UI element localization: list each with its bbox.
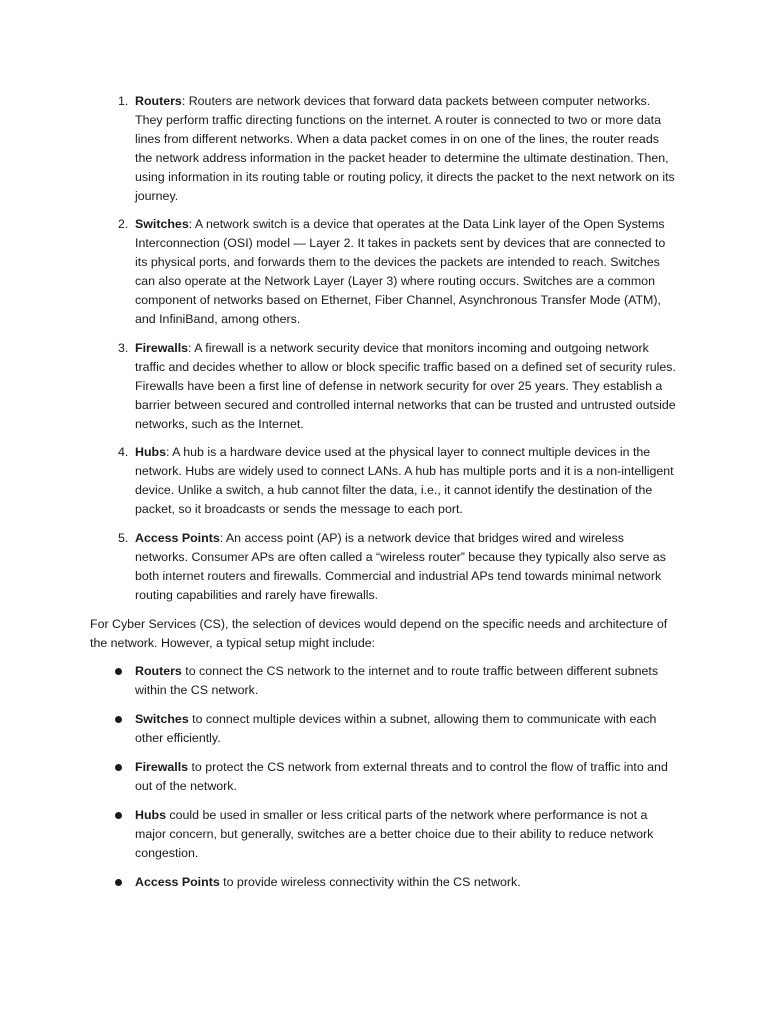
- bullet-icon: [115, 764, 122, 771]
- list-text: : A hub is a hardware device used at the physical layer to connect multiple devices in the network. Hubs are widely used to connect LANs. A hub has multiple ports and it is a non-intelligent device. Unlike a switch, a hub cannot filter the data, i.e., it cannot identify the destination of the packet, so it broadcasts or sends the message to each port.: [135, 445, 674, 517]
- bullet-item-firewalls: [90, 758, 678, 796]
- list-text: : A firewall is a network security device that monitors incoming and outgoing network traffic and decides whether to allow or block specific traffic based on a defined set of security rules. Firewalls have been a first line of defense in network security for over 25 years. They establish a barrier between secured and controlled internal networks that can be trusted and untrusted outside networks, such as the Internet.: [135, 340, 676, 431]
- bullet-term: Routers: [135, 664, 182, 679]
- device-numbered-list: [90, 92, 678, 605]
- list-number: 5.: [118, 531, 129, 546]
- bullet-term: Hubs: [135, 807, 166, 822]
- bullet-item-access-points: [90, 873, 678, 892]
- list-term: Hubs: [135, 445, 166, 460]
- list-number: 2.: [118, 217, 129, 232]
- bullet-icon: [115, 716, 122, 723]
- numbered-list-item-routers: [90, 92, 678, 205]
- bullet-text: to connect the CS network to the internet and to route traffic between different subnets within the CS network.: [135, 664, 659, 698]
- bullet-icon: [115, 668, 122, 675]
- bullet-term: Firewalls: [135, 760, 189, 775]
- list-term: Routers: [135, 94, 182, 108]
- bullet-term: Access Points: [135, 874, 220, 889]
- numbered-list-item-hubs: [90, 443, 678, 519]
- list-number: 3.: [118, 340, 129, 355]
- intro-paragraph: For Cyber Services (CS), the selection of devices would depend on the specific needs and architecture of the network. However, a typical setup might include:: [90, 616, 668, 650]
- list-text: : A network switch is a device that operates at the Data Link layer of the Open Systems Interconnection (OSI) model — Layer 2. It takes in packets sent by devices that are connected to its physical ports, and forwards them to the devices the packets are intended to reach. Switches can also operate at the Network Layer (Layer 3) where routing occurs. Switches are a common component of networks based on Ethernet, Fiber Channel, Asynchronous Transfer Mode (ATM), and InfiniBand, among others.: [135, 217, 666, 326]
- list-number: 4.: [118, 445, 129, 460]
- list-text: : Routers are network devices that forward data packets between computer networks. They perform traffic directing functions on the internet. A router is connected to two or more data lines from different networks. When a data packet comes in on one of the lines, the router reads the network address information in the packet header to determine the ultimate destination. Then, using information in its routing table or routing policy, it directs the packet to the next network on its journey.: [135, 94, 675, 203]
- bullet-text: could be used in smaller or less critical parts of the network where performance is not a major concern, but generally, switches are a better choice due to their ability to reduce network congestion.: [135, 807, 654, 860]
- numbered-list-item-access-points: [90, 529, 678, 605]
- list-term: Firewalls: [135, 340, 189, 355]
- bullet-term: Switches: [135, 712, 189, 727]
- setup-bullet-list: [90, 662, 678, 891]
- bullet-text: to provide wireless connectivity within the CS network.: [219, 874, 521, 889]
- bullet-text: to connect multiple devices within a subnet, allowing them to communicate with each other efficiently.: [135, 712, 657, 746]
- list-number: 1.: [118, 94, 129, 108]
- bullet-item-hubs: [90, 806, 678, 863]
- list-term: Switches: [135, 217, 189, 232]
- numbered-list-item-firewalls: [90, 339, 678, 434]
- list-term: Access Points: [135, 531, 220, 546]
- bullet-text: to protect the CS network from external threats and to control the flow of traffic into and out of the network.: [135, 760, 668, 793]
- bullet-icon: [115, 879, 122, 886]
- bullet-item-routers: [90, 662, 678, 700]
- bullet-icon: [115, 812, 122, 819]
- list-text: : An access point (AP) is a network device that bridges wired and wireless networks. Consumer APs are often called a “wireless router” because they typically also serve as both internet routers and firewalls. Commercial and industrial APs tend towards minimal network routing capabilities and rarely have firewalls.: [135, 531, 666, 602]
- numbered-list-item-switches: [90, 215, 678, 328]
- bullet-item-switches: [90, 710, 678, 748]
